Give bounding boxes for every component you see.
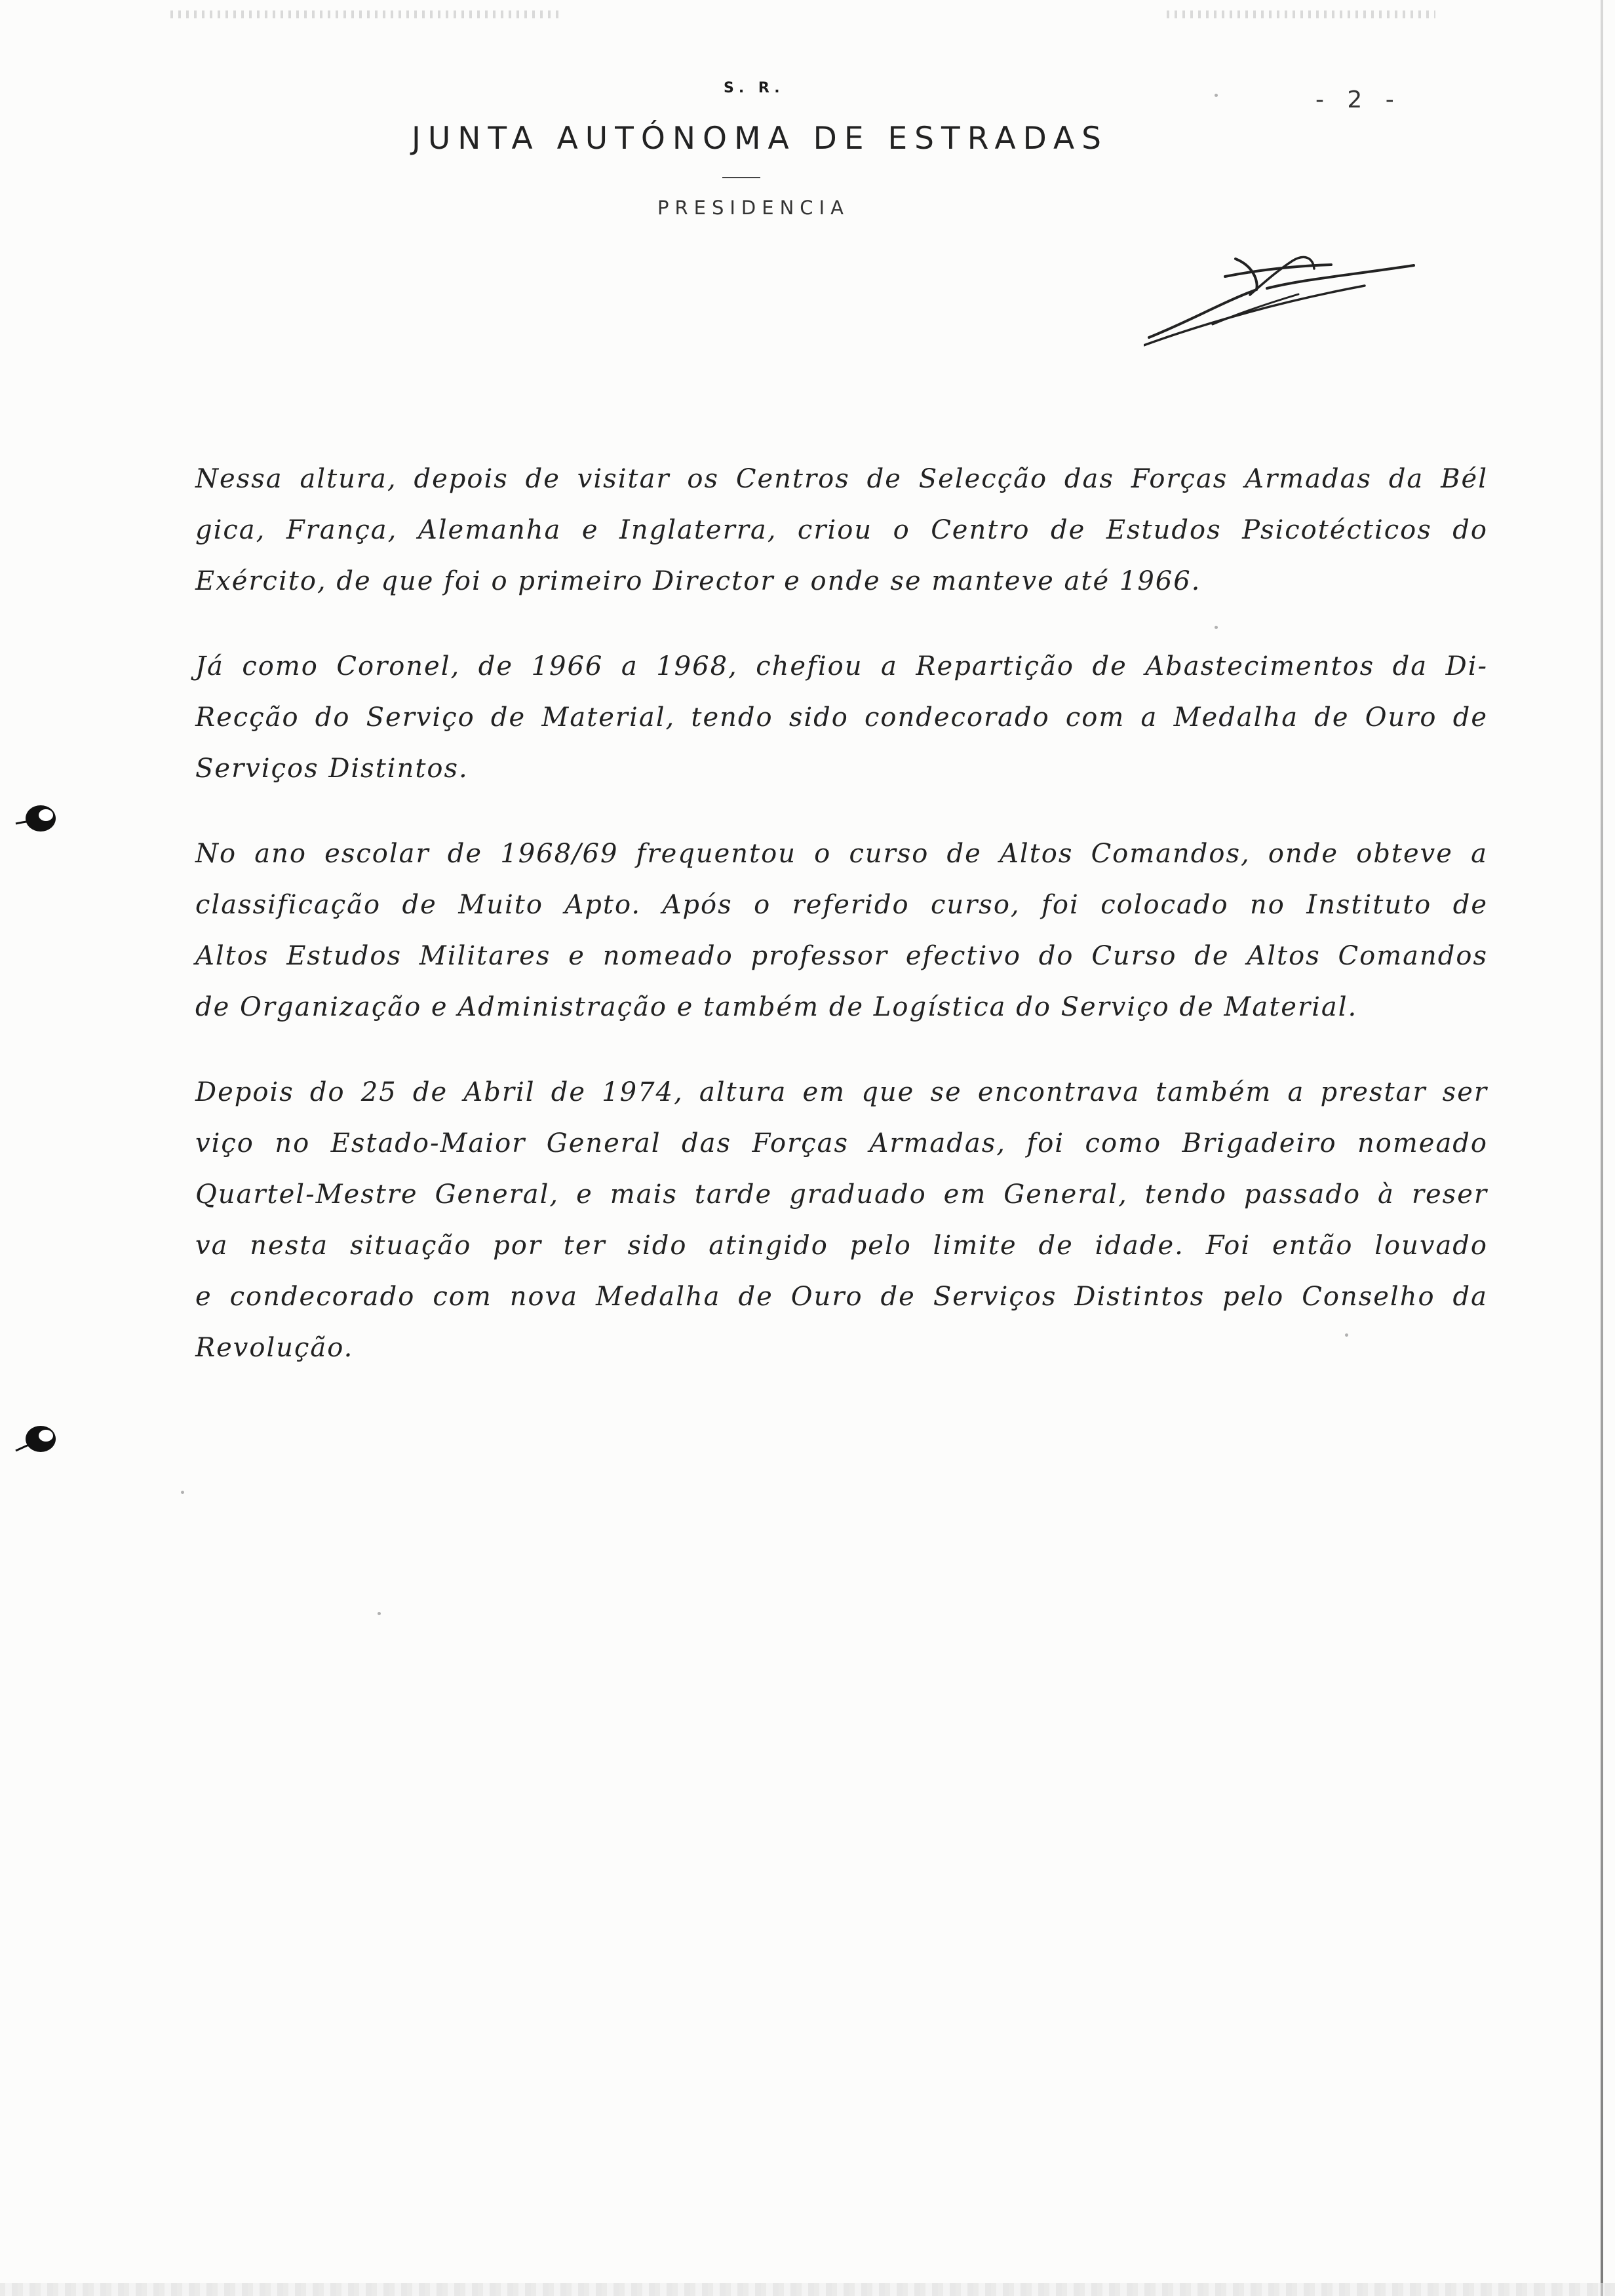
page-title: JUNTA AUTÓNOMA DE ESTRADAS xyxy=(412,121,1108,157)
body-line: e condecorado com nova Medalha de Ouro de Serviços Distintos pelo Conselho da xyxy=(195,1282,1488,1312)
body-line: classificação de Muito Apto. Após o referido curso, foi colocado no Instituto de xyxy=(195,890,1488,920)
body-paragraph xyxy=(195,828,1488,1033)
body-line: Exército, de que foi o primeiro Director e onde se manteve até 1966. xyxy=(195,566,1201,596)
handwritten-signature xyxy=(1144,242,1426,354)
body-line: Já como Coronel, de 1966 a 1968, chefiou a Repartição de Abastecimentos da Di- xyxy=(195,651,1488,681)
top-scan-noise xyxy=(170,10,564,18)
body-line: Depois do 25 de Abril de 1974, altura em que se encontrava também a prestar ser xyxy=(195,1077,1488,1107)
body-line: de Organização e Administração e também de Logística do Serviço de Material. xyxy=(195,992,1358,1022)
body-line: Revolução. xyxy=(195,1333,354,1363)
document-body xyxy=(195,453,1488,1407)
body-line: gica, França, Alemanha e Inglaterra, criou o Centro de Estudos Psicotécticos do xyxy=(195,515,1488,545)
body-line: Altos Estudos Militares e nomeado professor efectivo do Curso de Altos Comandos xyxy=(195,941,1488,971)
scan-speck xyxy=(181,1491,184,1494)
body-line: Nessa altura, depois de visitar os Centros de Selecção das Forças Armadas da Bél xyxy=(195,464,1488,494)
binder-hole-mark xyxy=(12,1422,59,1460)
document-mark: S. R. xyxy=(724,80,785,96)
page-subtitle: PRESIDENCIA xyxy=(657,197,849,219)
scan-speck xyxy=(378,1612,381,1615)
binder-hole-mark xyxy=(12,799,59,837)
scan-speck xyxy=(1215,94,1218,97)
top-right-scan-noise xyxy=(1167,10,1435,18)
body-paragraph xyxy=(195,453,1488,607)
body-line: viço no Estado-Maior General das Forças Armadas, foi como Brigadeiro nomeado xyxy=(195,1128,1488,1158)
body-paragraph xyxy=(195,641,1488,794)
page-number: - 2 - xyxy=(1315,86,1402,113)
body-line: va nesta situação por ter sido atingido pelo limite de idade. Foi então louvado xyxy=(195,1231,1488,1261)
body-line: Serviços Distintos. xyxy=(195,754,469,784)
body-line: No ano escolar de 1968/69 frequentou o curso de Altos Comandos, onde obteve a xyxy=(195,839,1488,869)
right-page-edge xyxy=(1601,0,1603,2296)
body-line: Recção do Serviço de Material, tendo sido condecorado com a Medalha de Ouro de xyxy=(195,702,1488,733)
bottom-page-edge xyxy=(0,2283,1615,2296)
body-line: Quartel-Mestre General, e mais tarde graduado em General, tendo passado à reser xyxy=(195,1179,1488,1210)
title-underline xyxy=(722,177,760,178)
body-paragraph xyxy=(195,1067,1488,1373)
